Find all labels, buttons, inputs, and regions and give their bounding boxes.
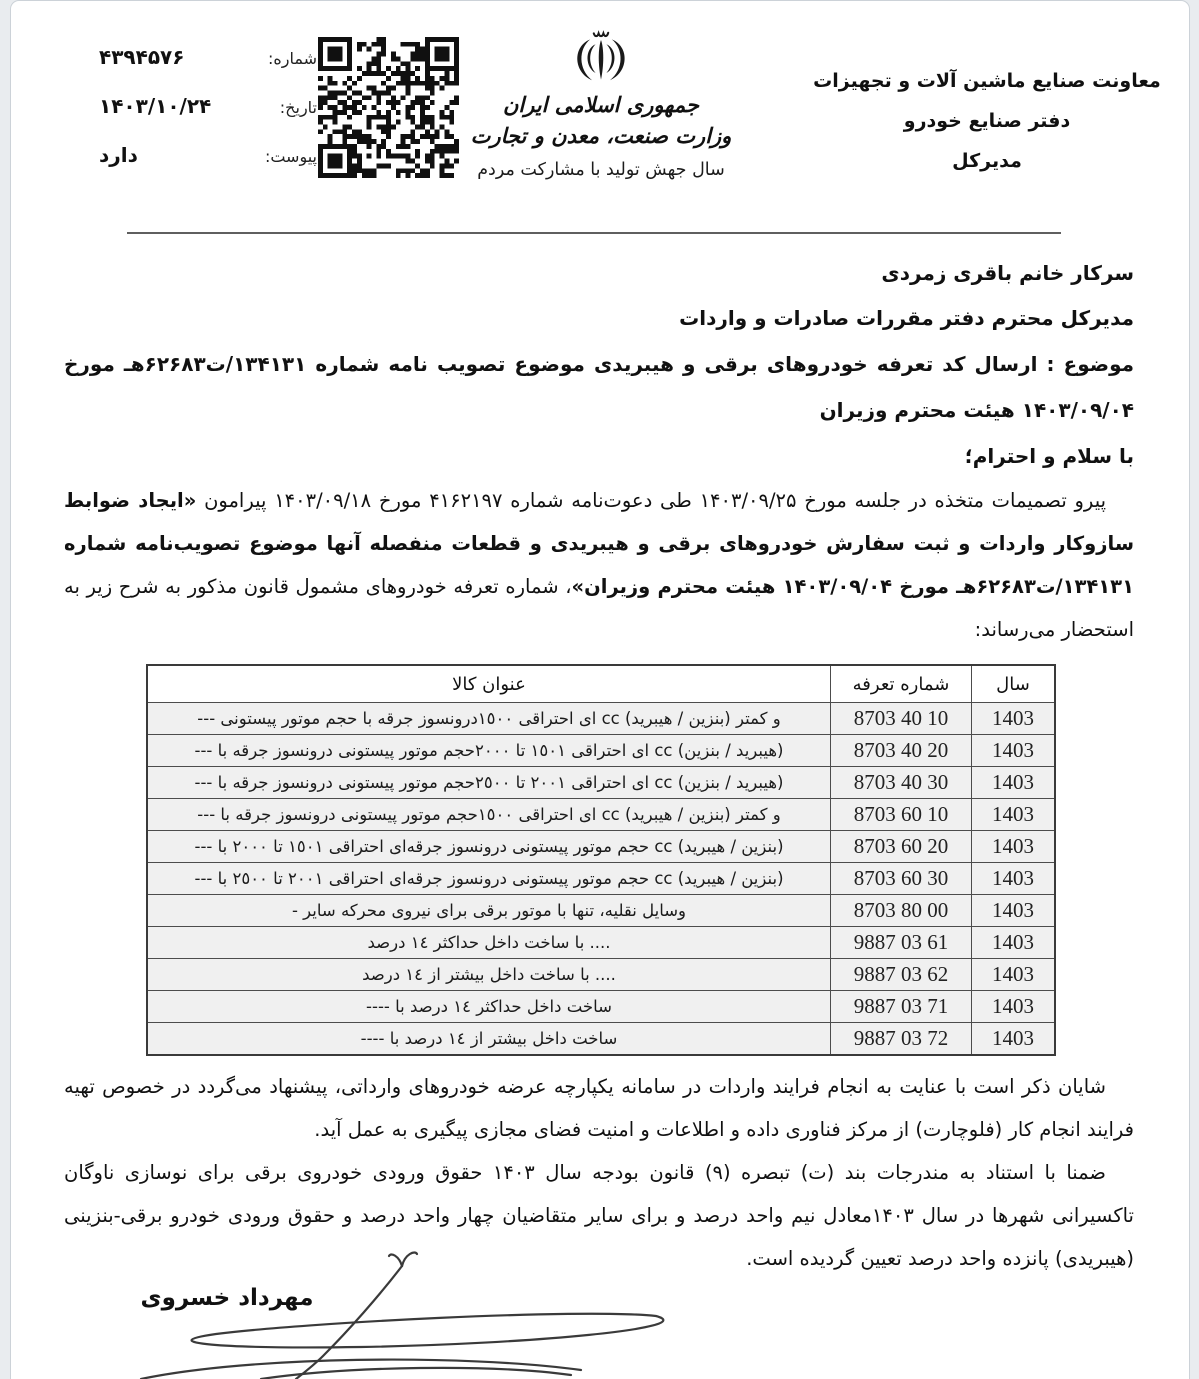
- letter-number-label: شماره:: [267, 49, 317, 68]
- cell-title: ساخت داخل بیشتر از ١٤ درصد با ----: [147, 1023, 831, 1056]
- year-slogan: سال جهش تولید با مشارکت مردم: [477, 160, 725, 180]
- cell-code: 8703 40 10: [831, 703, 972, 735]
- cell-title: و کمتر (بنزین / هیبرید) cc ای احتراقی ١٥٠٠حجم موتور پیستونی درونسوز جرقه با ---: [147, 799, 831, 831]
- letter-attachment-label: پیوست:: [264, 147, 317, 166]
- cell-title: .... با ساخت داخل بیشتر از ١٤ درصد: [147, 959, 831, 991]
- cell-title: (بنزین / هیبرید) cc حجم موتور پیستونی درونسوز جرقه‌ای احتراقی ١٥٠١ تا ٢٠٠٠ با ---: [147, 831, 831, 863]
- letter-number-row: [99, 45, 317, 94]
- ministry-name: وزارت صنعت، معدن و تجارت: [470, 123, 732, 148]
- cell-code: 8703 40 30: [831, 767, 972, 799]
- cell-year: 1403: [972, 831, 1056, 863]
- cell-code: 9887 03 71: [831, 991, 972, 1023]
- note-paragraph-2: ضمنا با استناد به مندرجات بند (ت) تبصره (۹) قانون بودجه سال ۱۴۰۳ حقوق ورودی خودروی برقی برای نوسازی ناوگان تاکسیرانی شهرها در سال ۱۴۰۳معادل نیم واحد درصد و برای سایر متقاضیان چهار واحد درصد و حقوق ورودی خودرو برقی-بنزینی (هیبریدی) پانزده واحد درصد تعیین گردیده است.: [64, 1161, 1134, 1270]
- letter-attachment-row: [99, 143, 317, 192]
- signature-scribble: [61, 1244, 701, 1379]
- header-year: سال: [972, 665, 1056, 703]
- cell-code: 8703 60 20: [831, 831, 972, 863]
- cell-title: (هیبرید / بنزین) cc ای احتراقی ١٥٠١ تا ٢٠٠٠حجم موتور پیستونی درونسوز جرقه با ---: [147, 735, 831, 767]
- cell-year: 1403: [972, 863, 1056, 895]
- cell-code: 9887 03 62: [831, 959, 972, 991]
- header-code: شماره تعرفه: [831, 665, 972, 703]
- unit-line-1: معاونت صنایع ماشین آلات و تجهیزات: [813, 70, 1161, 92]
- subject-line: موضوع : ارسال کد تعرفه خودروهای برقی و هیبریدی موضوع تصویب نامه شماره ۱۳۴۱۳۱/ت۶۲۶۸۳هـ مورخ ۱۴۰۳/۰۹/۰۴ هیئت محترم وزیران: [64, 352, 1135, 422]
- tariff-table: [146, 664, 1056, 1056]
- letter-date-label: تاریخ:: [279, 98, 317, 117]
- intro-part-2: «ایجاد ضوابط سازوکار واردات و ثبت سفارش خودروهای برقی و هیبریدی و قطعات منفصله آنها موضوع تصویب‌نامه شماره ۱۳۴۱۳۱/ت۶۲۶۸۳هـ مورخ ۱۴۰۳/۰۹/۰۴ هیئت محترم وزیران»: [64, 489, 1134, 598]
- recipient-title: مدیرکل محترم دفتر مقررات صادرات و واردات: [679, 306, 1134, 330]
- cell-code: 9887 03 61: [831, 927, 972, 959]
- intro-part-1: پیرو تصمیمات متخذه در جلسه مورخ ۱۴۰۳/۰۹/۲۵ طی دعوت‌نامه شماره ۴۱۶۲۱۹۷ مورخ ۱۴۰۳/۰۹/۱۸ پیرامون: [196, 489, 1107, 512]
- iran-emblem: [571, 27, 631, 89]
- unit-line-3: مدیرکل: [952, 150, 1022, 172]
- table-row: [147, 799, 1055, 831]
- cell-year: 1403: [972, 799, 1056, 831]
- cell-code: 8703 60 30: [831, 863, 972, 895]
- table-header-row: [147, 665, 1055, 703]
- table-row: [147, 767, 1055, 799]
- table-row: [147, 991, 1055, 1023]
- cell-code: 8703 40 20: [831, 735, 972, 767]
- letter-date-value: ۱۴۰۳/۱۰/۲۴: [99, 94, 212, 118]
- cell-year: 1403: [972, 991, 1056, 1023]
- cell-title: (هیبرید / بنزین) cc ای احتراقی ٢٠٠١ تا ٢٥٠٠حجم موتور پیستونی درونسوز جرقه با ---: [147, 767, 831, 799]
- table-row: [147, 1023, 1055, 1056]
- qr-code: [318, 37, 459, 178]
- cell-year: 1403: [972, 735, 1056, 767]
- cell-title: و کمتر (بنزین / هیبرید) cc ای احتراقی ١٥٠٠درونسوز جرقه با حجم موتور پیستونی ---: [147, 703, 831, 735]
- cell-code: 8703 80 00: [831, 895, 972, 927]
- table-row: [147, 895, 1055, 927]
- salutation: با سلام و احترام؛: [964, 444, 1134, 468]
- cell-title: .... با ساخت داخل حداکثر ١٤ درصد: [147, 927, 831, 959]
- note-paragraph-1: شایان ذکر است با عنایت به انجام فرایند واردات در سامانه یکپارچه عرضه خودروهای وارداتی، پیشنهاد می‌گردد در خصوص تهیه فرایند انجام کار (فلوچارت) از مرکز فناوری داده و اطلاعات و امنیت فضای مجازی پیگیری به عمل آید.: [64, 1075, 1134, 1141]
- letterhead-meta: [99, 45, 317, 192]
- letter-date-row: [99, 94, 317, 143]
- cell-title: وسایل نقلیه، تنها با موتور برقی برای نیروی محرکه سایر -: [147, 895, 831, 927]
- cell-year: 1403: [972, 959, 1056, 991]
- country-name: جمهوری اسلامی ایران: [502, 92, 700, 117]
- table-row: [147, 735, 1055, 767]
- table-row: [147, 927, 1055, 959]
- recipient-name: سرکار خانم باقری زمردی: [881, 261, 1134, 285]
- letterhead-center: [448, 27, 754, 180]
- table-row: [147, 959, 1055, 991]
- signatory-name: مهرداد خسروی: [140, 1285, 314, 1311]
- letter-body: [64, 251, 1134, 1280]
- cell-code: 8703 60 10: [831, 799, 972, 831]
- cell-code: 9887 03 72: [831, 1023, 972, 1056]
- cell-year: 1403: [972, 703, 1056, 735]
- cell-title: (بنزین / هیبرید) cc حجم موتور پیستونی درونسوز جرقه‌ای احتراقی ٢٠٠١ تا ٢٥٠٠ با ---: [147, 863, 831, 895]
- letter-attachment-value: دارد: [99, 143, 138, 167]
- header-divider: [127, 232, 1061, 234]
- header-title: عنوان کالا: [147, 665, 831, 703]
- table-row: [147, 863, 1055, 895]
- cell-title: ساخت داخل حداکثر ١٤ درصد با ----: [147, 991, 831, 1023]
- intro-paragraph: [64, 479, 1134, 651]
- cell-year: 1403: [972, 927, 1056, 959]
- intro-part-3: ، شماره تعرفه خودروهای مشمول قانون مذکور به شرح زیر به استحضار می‌رساند:: [64, 575, 1134, 641]
- table-row: [147, 703, 1055, 735]
- cell-year: 1403: [972, 1023, 1056, 1056]
- table-row: [147, 831, 1055, 863]
- unit-line-2: دفتر صنایع خودرو: [903, 110, 1071, 132]
- letter-number-value: ۴۳۹۴۵۷۶: [99, 45, 185, 69]
- letter-page: [10, 0, 1190, 1379]
- cell-year: 1403: [972, 895, 1056, 927]
- issuing-unit: [801, 61, 1173, 181]
- cell-year: 1403: [972, 767, 1056, 799]
